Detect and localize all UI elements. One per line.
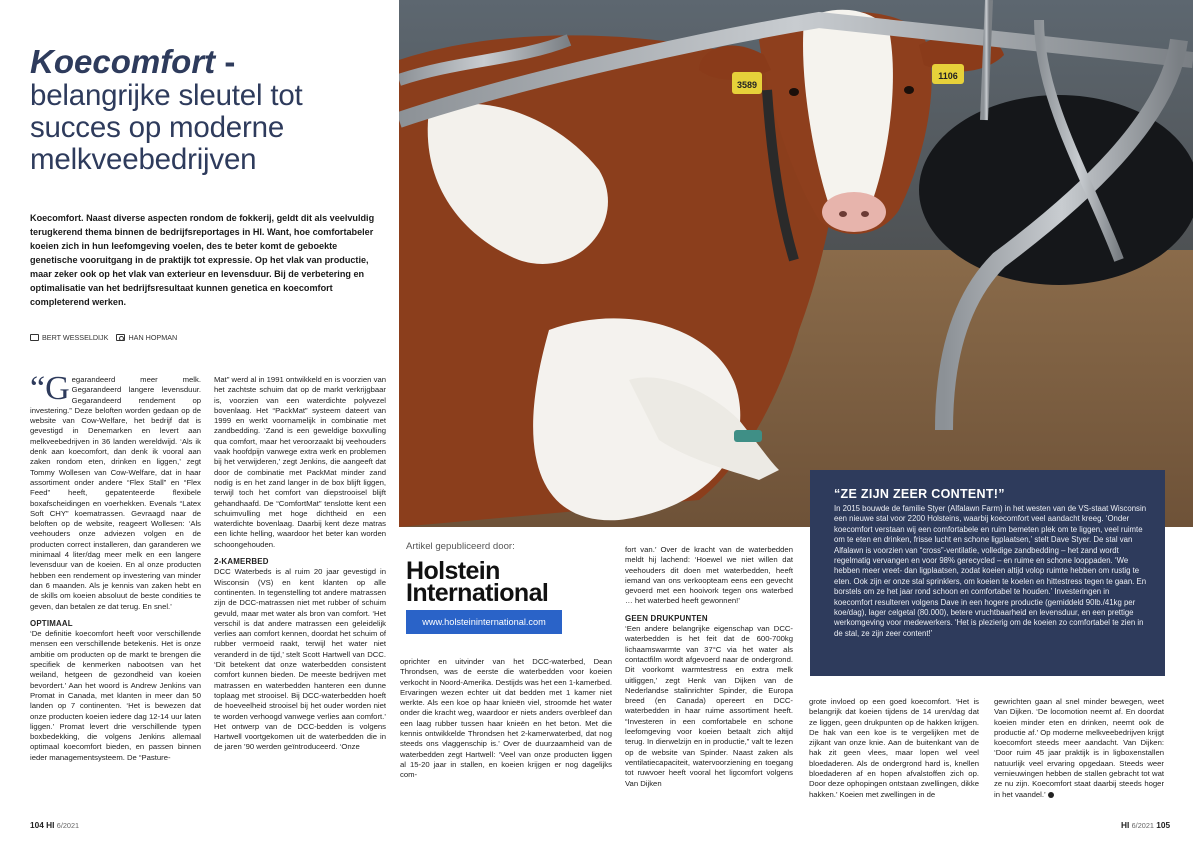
camera-icon: [116, 334, 125, 341]
cow-muzzle: [822, 192, 886, 232]
lead-paragraph: Koecomfort. Naast diverse aspecten rondom de fokkerij, geldt dit als veelvuldig terugkerend thema binnen de bedrijfsreportages in HI. Want, hoe comfortabeler koeien zich in hun leefomgeving voelen, des te beter komt de geboekte genetische vooruitgang in de praktijk tot expressie. Op het vlak van productie, maar zeker ook op het vlak van exterieur en levensduur. Bij de verbetering en optimalisatie van het bedrijfsresultaat kunnen genetica en koecomfort completerend werken.: [30, 213, 375, 307]
paragraph-text: gewrichten gaan al snel minder bewegen, weet Van Dijken. ‘De locomotion neemt af. En doordat koeien minder eten en drinken, neemt ook de productie af.’ Op moderne melkveebedrijven krijgt koecomfort steeds meer aandacht. Van Dijken: ‘Door ruim 45 jaar praktijk is in ligboxenstallen natuurlijk veel ervaring opgedaan. Steeds weer vernieuwingen hebben de stallen gebracht tot wat ze nu zijn. Koecomfort staat daarbij steeds hoger in het vaandel.’: [994, 697, 1164, 799]
title-main: [30, 44, 390, 80]
paragraph: ‘De definitie koecomfort heeft voor verschillende mensen een verschillende betekenis. Het is onze ambitie om producten op de markt te brengen die specifiek de kenmerken nabootsen van het weiland, hetgeen de gezondheid van koeien bevordert.’ Aan het woord is Andrew Jenkins van Promat in Canada, met klanten in meer dan 50 landen op 7 continenten. ‘Het is bewezen dat onze producten koeien iedere dag 12-14 uur laten liggen.’ Promat levert drie verschillende typen boxbedekking, die volgens Jenkins allemaal optimaal koecomfort bieden, en passen binnen ieder managementsysteem. De “Pasture-: [30, 629, 201, 762]
title-sub-line-1: belangrijke sleutel tot: [30, 79, 303, 112]
page-number-left: 104: [30, 820, 44, 830]
text-credit-icon: [30, 334, 39, 341]
cow-illustration: [399, 0, 1193, 527]
end-mark-icon: [1048, 792, 1054, 798]
body-column-2: [214, 375, 386, 753]
nostril: [861, 211, 869, 217]
text-credit-name: BERT WESSELDIJK: [42, 333, 109, 342]
paragraph: [994, 697, 1164, 800]
website-link[interactable]: www.holsteininternational.com: [406, 610, 562, 634]
title-sub-line-2: succes op moderne: [30, 111, 285, 144]
body-column-3a: [400, 657, 612, 781]
issue-right: 6/2021: [1131, 821, 1154, 830]
paragraph: Mat” werd al in 1991 ontwikkeld en is voorzien van het zachtste schuim dat op de markt verkrijgbaar is, voorzien van een waterdichte polyvezel bovenlaag. Het “PackMat” systeem dateert van 1999 en werkt voornamelijk in combinatie met zandbedding. ‘Zand is een geweldige boxvulling qua comfort, maar het veroorzaakt bij veehouders vaak hoofdpijn vanwege extra werk en problemen bij het verwijderen,’ zegt Jenkins, die aangeeft dat door de combinatie met PackMat minder zand nodig is en het zand langer in de box blijft liggen, terwijl toch het comfort van diepstrooisel blijft gehandhaafd. De “ComfortMat” tenslotte kent een schuimvulling met hoge dichtheid en een waterdichte bovenlaag. Daarbij kent deze matras een lichte helling, waardoor het beter kan worden schoongehouden.: [214, 375, 386, 549]
folio-left: [30, 820, 79, 830]
photo-credit-name: HAN HOPMAN: [128, 333, 178, 342]
subheading-geen-drukpunten: GEEN DRUKPUNTEN: [625, 613, 708, 623]
issue-left: 6/2021: [56, 821, 80, 830]
body-column-4: [809, 697, 979, 800]
paragraph: oprichter en uitvinder van het DCC-waterbed, Dean Throndsen, was de eerste die waterbedden voor koeien verkocht in Noord-Amerika. Destijds was het een 1-kamerbed. Ervaringen wezen echter uit dat bedden met 1 kamer niet werkte. Als een koe op haar knieën viel, stroomde het water onder die kracht weg, waardoor er niets anders overbleef dan een laag rubber tussen haar knieën en het beton. Met die kennis ontwikkelde Throndsen het 2-kamerwaterbed, dat nog steeds ons vlaggenschip is.’ Over de duurzaamheid van de waterbedden zegt Hartwell: ‘Veel van onze producten liggen al 15-20 jaar in stallen, en koeien krijgen er nog dagelijks com-: [400, 657, 612, 780]
subheading-optimaal: OPTIMAAL: [30, 618, 73, 628]
cow-photo: [399, 0, 1193, 527]
subheading-2-kamerbed: 2-KAMERBED: [214, 557, 269, 567]
paragraph-text: egarandeerd meer melk. Gegarandeerd langere levensduur. Gegarandeerd rendement op investering.” Deze beloften worden gedaan op de website van Cow-Welfare, het bedrijf dat is gevestigd in Denemarken en levert aan melkveebedrijven in 36 landen wereldwijd. ‘Als ik denk aan koecomfort, dan denk ik vooral aan zaken rondom eten, drinken en liggen,’ zegt Tommy Wollesen van Cow-Welfare, dat in haar assortiment onder andere “Flex Stall” en “Flex Feed” heeft, gepatenteerde flexibele boxafscheidingen en voerhekken. Evenals “Latex Soft CHY” koematrassen. Gevraagd naar de beloften op de website, reageert Wollesen: ‘Als veehouders onze adviezen volgen en de producten correct installeren, dan garanderen we minimaal 4 liter/dag meer melk en een langere levensduur van de koeien. En al onze producten hebben een rendement op investering van minder dan 6 maanden. Als je kennis van zaken hebt en de skills om koeien absoluut de beste condities te geven, dan betalen ze dat terug. En snel.’: [30, 375, 201, 611]
drop-cap: “G: [30, 370, 70, 407]
magazine-abbrev-right: HI: [1121, 820, 1130, 830]
logo-line-2: International: [406, 579, 549, 607]
paragraph: grote invloed op een goed koecomfort. ‘Het is belangrijk dat koeien tijdens de 14 uren/dag dat ze liggen, geen drukpunten op de hakken krijgen. De hak van een koe is te vergelijken met de zijkant van onze knie. Aan de buitenkant van de hak zit geen vlees, maar lopen wel veel bloedaderen. Als de ondergrond hard is, knellen bloedaderen af en hopen afvalstoffen zich op. Door deze ophopingen ontstaan zwellingen, dikke hakken.’ Koeien met zwellingen in de: [809, 697, 979, 799]
title-main-word: Koecomfort: [30, 43, 216, 80]
credits: [30, 333, 177, 342]
text-credit: [30, 333, 108, 342]
stall-post: [984, 0, 989, 120]
folio-right: [1121, 820, 1170, 830]
ad-caption: Artikel gepubliceerd door:: [406, 541, 515, 552]
article-title: [30, 44, 390, 176]
paragraph: [30, 370, 201, 612]
cow-eye: [789, 88, 799, 96]
leg-band: [734, 430, 762, 442]
paragraph: DCC Waterbeds is al ruim 20 jaar gevestigd in Wisconsin (VS) en kent klanten op alle continenten. In tegenstelling tot andere matrassen zijn de DCC-matrassen niet met rubber of schuim gevuld, maar met water als bron van comfort. ‘Het verschil is dat andere matrassen een geleidelijk verlies aan comfort kennen, doordat het schuim of rubber vermoeid raakt, terwijl het water niet veranderd in de tijd,’ stelt Scott Hartwell van DCC. ‘Dit betekent dat onze waterbedden consistent comfort kunnen bieden. De meeste bedrijven met matrassen en waterbedden hanteren een dunne toplaag met strooisel. Bij DCC-waterbedden hoeft de hoeveelheid strooisel bij het ouder worden niet te worden verhoogd vanwege verlies aan comfort.’ Het ontwerp van de DCC-bedden is volgens Hartwell voortgekomen uit de waterbedden die in de jaren ’90 werden geïntroduceerd. ‘Onze: [214, 567, 386, 752]
holstein-international-logo: [406, 557, 612, 607]
page-number-right: 105: [1156, 820, 1171, 830]
body-column-3: [625, 545, 793, 789]
publisher-ad: [400, 541, 612, 645]
sidebar-body: In 2015 bouwde de familie Styer (Alfalawn Farm) in het westen van de VS-staat Wisconsin een nieuwe stal voor 2200 Holsteins, waarbij koecomfort veel aandacht kreeg. ‘Onder koecomfort verstaan wij een comfortabele en ruim bemeten plek om te liggen, veel ruimte om te eten en drinken, frisse lucht en schone ligplaatsen,’ stelt Dave Styer. De stal van Alfalawn is voorzien van “cross”-ventilatie, volledige zandbedding – het zand wordt regelmatig vervangen en voor 98% gerecycled – en ruime en schone looppaden. ‘We hebben meer vreet- dan ligplaatsen, zodat koeien altijd volop ruimte hebben om rustig te eten. Ook zijn er onze stal sprinklers, om koeien te koelen en hittestress tegen te gaan. En borstels om ze het jaar rond schoon en comfortabel te houden.’ Investeringen in koecomfort resulteren volgens Dave in een hogere productie (gemiddeld 90lb./41kg per koe/dag), lager celgetal (80.000), betere vruchtbaarheid en levensduur, en een prettige werkomgeving voor medewerkers. ‘Het is plezierig om de koeien zo comfortabel te zien in de stal, ze zijn zeer content!’: [834, 504, 1147, 638]
body-column-1: [30, 370, 201, 763]
body-column-5: [994, 697, 1164, 800]
title-sub-line-3: melkveebedrijven: [30, 143, 257, 176]
ear-tag-left-number: 3589: [736, 80, 758, 90]
paragraph: fort van.’ Over de kracht van de waterbedden meldt hij lachend: ‘Hoewel we niet willen dat veehouders dit doen met waterbedden, heeft iemand van ons verkoopteam eens een gevecht gevoerd met een hooivork tegen ons waterbed … het waterbed heeft gewonnen!’: [625, 545, 793, 606]
title-dash: -: [215, 43, 236, 80]
sidebar-title: “ZE ZIJN ZEER CONTENT!”: [834, 487, 1005, 501]
cow-eye: [904, 86, 914, 94]
nostril: [839, 211, 847, 217]
ear-tag-right-number: 1106: [938, 71, 958, 81]
sidebar-box: [810, 470, 1165, 676]
photo-credit: [116, 333, 177, 342]
magazine-abbrev-left: HI: [46, 820, 55, 830]
paragraph: ‘Een andere belangrijke eigenschap van DCC-waterbedden is het feit dat de 600-700kg lichaamswarmte van 37°C via het water als contactfilm wordt afgevoerd naar de ondergrond. Dit voorkomt warmtestress en extra melk uitliggen,’ zegt Henk van Dijken van de Nederlandse stalinrichter Spinder, die Europa breed (en Canada) opereert en DCC-waterbedden in haar ruime assortiment heeft. “Investeren in een comfortabele en schone leefomgeving voor koeien betaalt zich altijd terug. In dierwelzijn en in productie,” valt te lezen op de website van Spinder. Naast zaken als ventilatiecapaciteit, watervoorziening en toegang tot ruwvoer heeft vooral het ligcomfort volgens Van Dijken: [625, 624, 793, 788]
logo-line-1: Holstein: [406, 557, 500, 585]
